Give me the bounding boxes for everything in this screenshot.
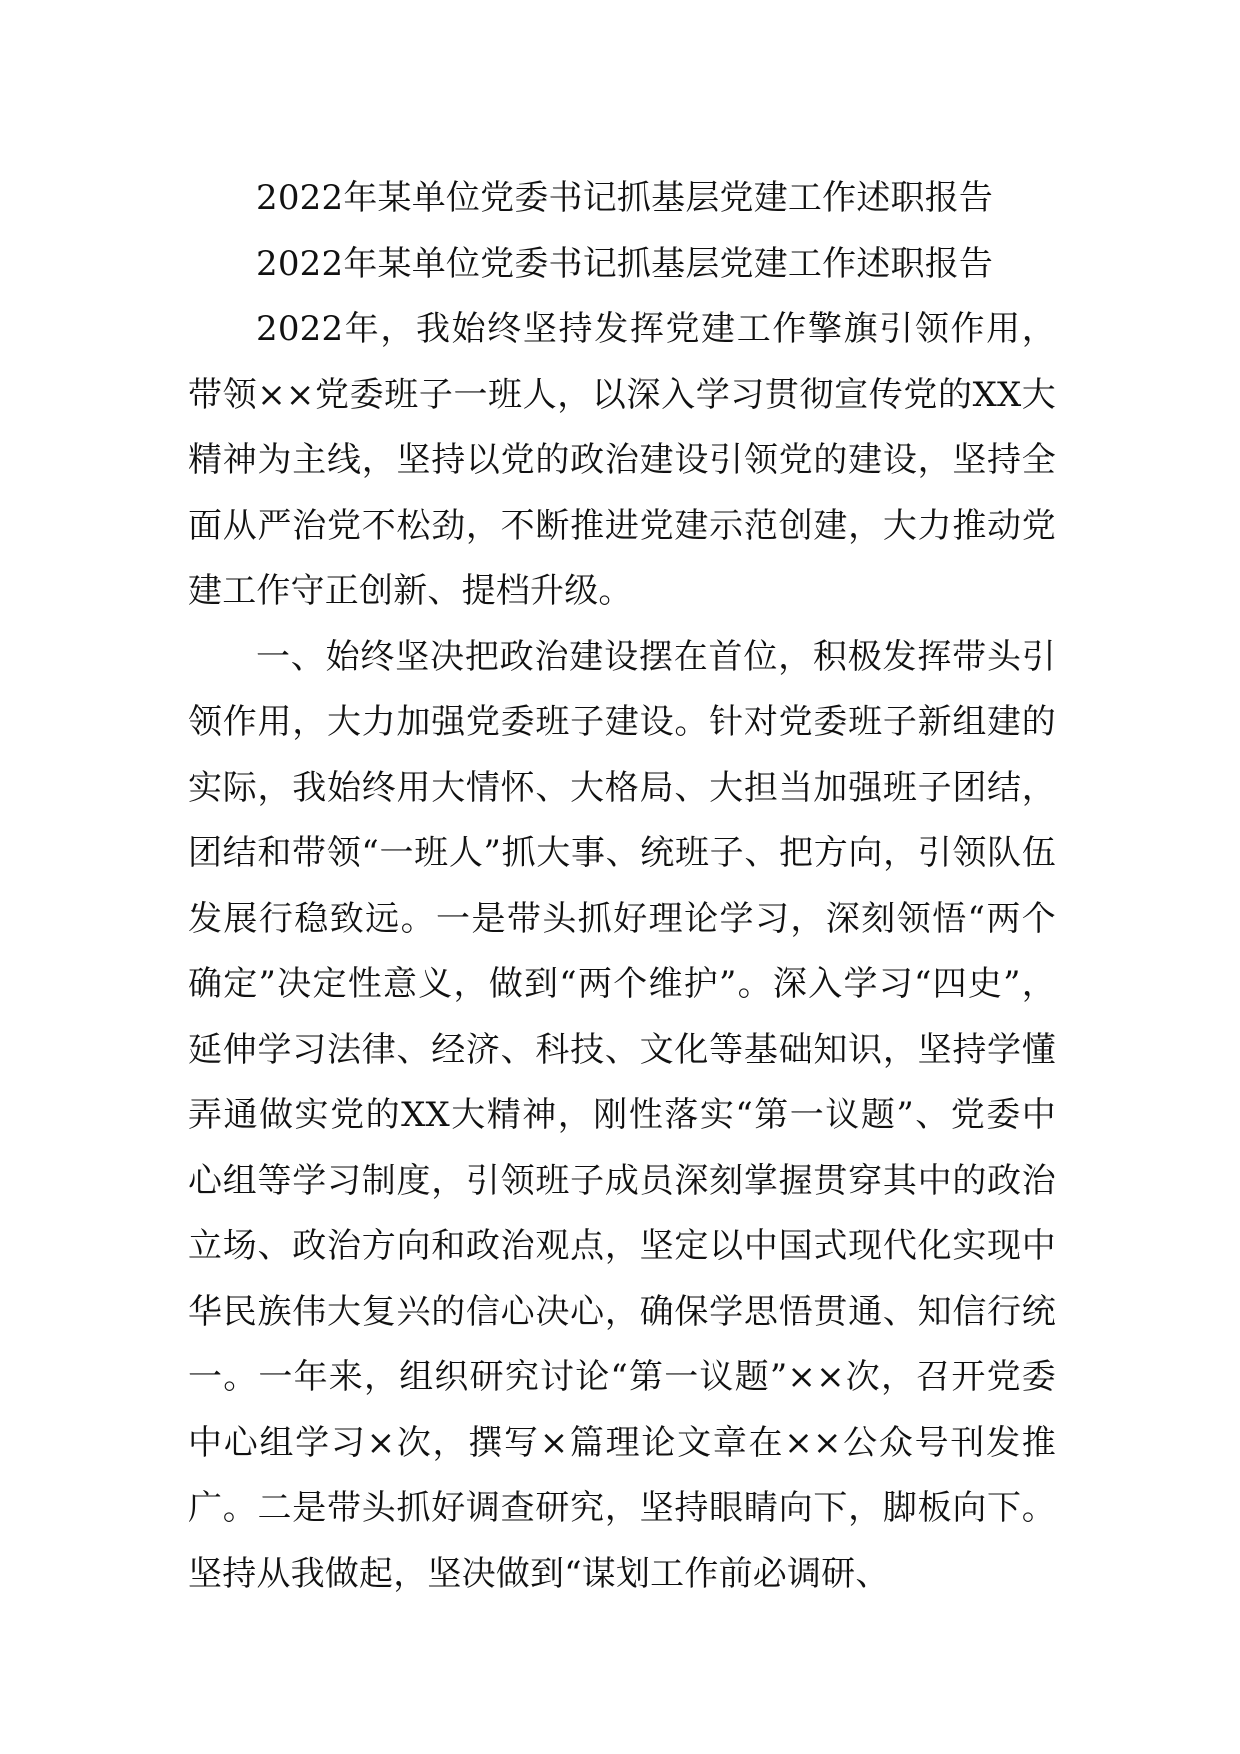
paragraph-intro: 2022年，我始终坚持发挥党建工作擎旗引领作用，带领××党委班子一班人，以深入学习贯彻宣传党的XX大精神为主线，坚持以党的政治建设引领党的建设，坚持全面从严治党不松劲，不断推进党建示范创建，大力推动党建工作守正创新、提档升级。 (188, 309, 1056, 611)
document-title: 2022年某单位党委书记抓基层党建工作述职报告 (256, 178, 994, 218)
paragraph-section-one: 一、始终坚决把政治建设摆在首位，积极发挥带头引领作用，大力加强党委班子建设。针对党委班子新组建的实际，我始终用大情怀、大格局、大担当加强班子团结，团结和带领“一班人”抓大事、统班子、把方向，引领队伍发展行稳致远。一是带头抓好理论学习，深刻领悟“两个确定”决定性意义，做到“两个维护”。深入学习“四史”，延伸学习法律、经济、科技、文化等基础知识，坚持学懂弄通做实党的XX大精神，刚性落实“第一议题”、党委中心组等学习制度，引领班子成员深刻掌握贯穿其中的政治立场、政治方向和政治观点，坚定以中国式现代化实现中华民族伟大复兴的信心决心，确保学思悟贯通、知信行统一。一年来，组织研究讨论“第一议题”××次，召开党委中心组学习×次，撰写×篇理论文章在××公众号刊发推广。二是带头抓好调查研究，坚持眼睛向下，脚板向下。坚持从我做起，坚决做到“谋划工作前必调研、 (188, 636, 1056, 1594)
document-body (188, 166, 1056, 1607)
document-subtitle: 2022年某单位党委书记抓基层党建工作述职报告 (256, 243, 994, 284)
